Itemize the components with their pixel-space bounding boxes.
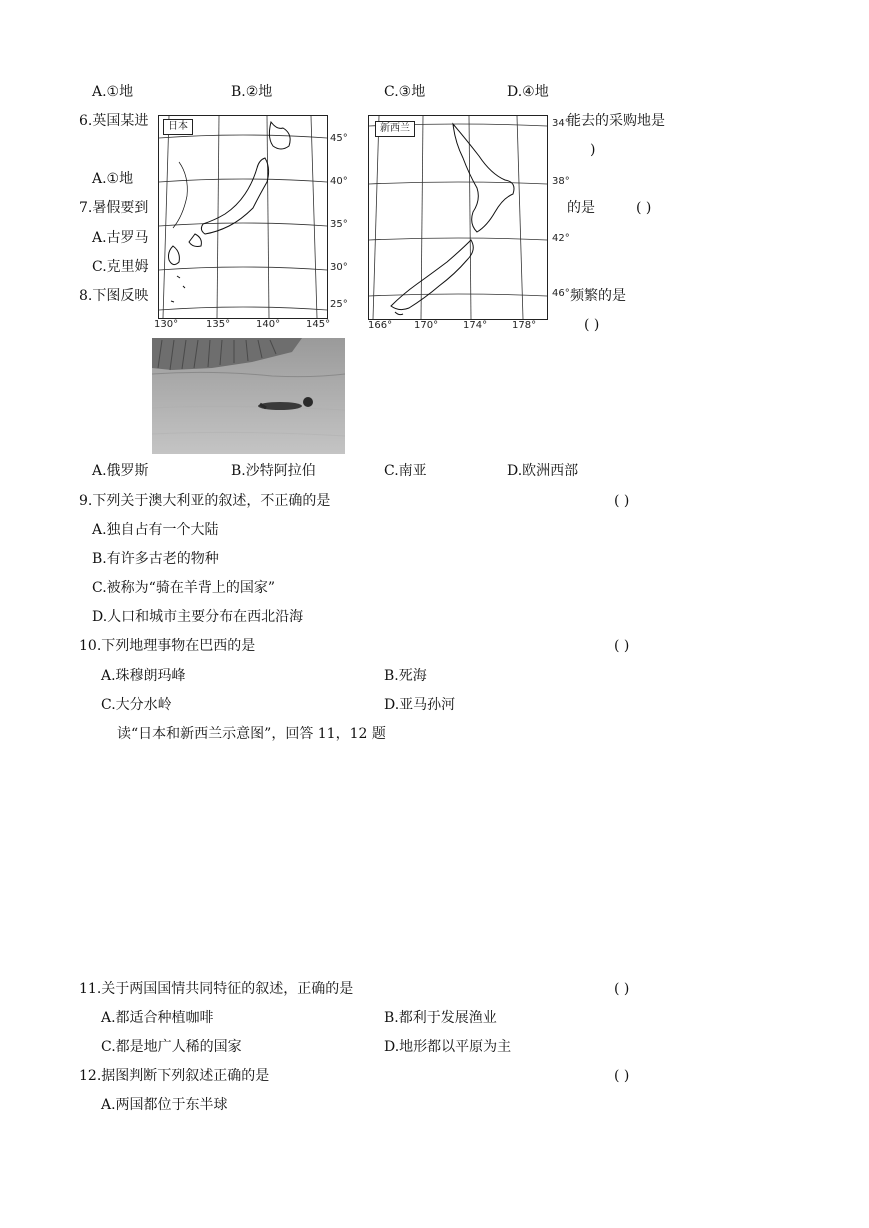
nz-lat-tick: 34° (552, 118, 570, 129)
flood-photo-graphic (152, 338, 345, 454)
q6-answer-paren: ) (590, 142, 596, 158)
read-instruction: 读“日本和新西兰示意图”，回答 11，12 题 (117, 726, 386, 742)
flood-photo (152, 338, 345, 454)
nz-lon-tick: 178° (512, 320, 537, 331)
q6-option-a: A.①地 (92, 171, 134, 187)
nz-lat-tick: 38° (552, 176, 570, 187)
japan-map-graphic (159, 116, 327, 318)
nz-lon-tick: 174° (463, 320, 488, 331)
q5-option-b: B.②地 (231, 84, 273, 100)
q9-option-b: B.有许多古老的物种 (92, 551, 219, 567)
q10-answer-paren: ( ) (614, 638, 630, 654)
japan-lon-tick: 135° (206, 319, 231, 330)
japan-lat-tick: 30° (330, 262, 348, 273)
q10-option-b: B.死海 (384, 668, 427, 684)
q9-option-c: C.被称为“骑在羊背上的国家” (92, 580, 275, 596)
q8-option-d: D.欧洲西部 (507, 463, 579, 479)
q10-option-c: C.大分水岭 (101, 697, 172, 713)
q9-stem: 9.下列关于澳大利亚的叙述，不正确的是 (79, 493, 331, 509)
q8-answer-paren: ( ) (584, 317, 600, 333)
q7-stem-start: 7.暑假要到 (79, 200, 149, 216)
q5-option-c: C.③地 (384, 84, 426, 100)
nz-lat-tick: 46° (552, 288, 570, 299)
q12-stem: 12.据图判断下列叙述正确的是 (79, 1068, 270, 1084)
q12-answer-paren: ( ) (614, 1068, 630, 1084)
nz-lon-tick: 166° (368, 320, 393, 331)
japan-lat-tick: 45° (330, 133, 348, 144)
new-zealand-map-label: 新西兰 (375, 121, 415, 137)
q8-option-b: B.沙特阿拉伯 (231, 463, 316, 479)
japan-lon-tick: 140° (256, 319, 281, 330)
q8-stem-start: 8.下图反映 (79, 288, 149, 304)
japan-map-label: 日本 (163, 119, 193, 135)
q7-stem-end: 的是 (567, 200, 595, 216)
nz-lat-tick: 42° (552, 233, 570, 244)
new-zealand-map (368, 115, 548, 320)
q8-stem-end: 频繁的是 (570, 288, 626, 304)
japan-lat-tick: 25° (330, 299, 348, 310)
q6-stem-start: 6.英国某进 (79, 113, 149, 129)
q11-option-b: B.都利于发展渔业 (384, 1010, 497, 1026)
q10-option-d: D.亚马孙河 (384, 697, 456, 713)
q8-option-a: A.俄罗斯 (92, 463, 149, 479)
japan-lat-tick: 40° (330, 176, 348, 187)
q6-stem-end: 能去的采购地是 (567, 113, 665, 129)
q7-option-c: C.克里姆 (92, 259, 149, 275)
japan-lat-tick: 35° (330, 219, 348, 230)
q7-option-a: A.古罗马 (92, 230, 149, 246)
q10-option-a: A.珠穆朗玛峰 (101, 668, 186, 684)
japan-lon-tick: 130° (154, 319, 179, 330)
japan-lon-tick: 145° (306, 319, 331, 330)
new-zealand-map-graphic (369, 116, 547, 319)
q5-option-d: D.④地 (507, 84, 549, 100)
q11-option-d: D.地形都以平原为主 (384, 1039, 512, 1055)
nz-lon-tick: 170° (414, 320, 439, 331)
q8-option-c: C.南亚 (384, 463, 427, 479)
q12-option-a: A.两国都位于东半球 (101, 1097, 228, 1113)
q11-stem: 11.关于两国国情共同特征的叙述，正确的是 (79, 981, 354, 997)
q11-option-c: C.都是地广人稀的国家 (101, 1039, 242, 1055)
q9-answer-paren: ( ) (614, 493, 630, 509)
q7-answer-paren: ( ) (636, 200, 652, 216)
q10-stem: 10.下列地理事物在巴西的是 (79, 638, 256, 654)
q11-answer-paren: ( ) (614, 981, 630, 997)
q9-option-a: A.独自占有一个大陆 (92, 522, 219, 538)
japan-map (158, 115, 328, 319)
q9-option-d: D.人口和城市主要分布在西北沿海 (92, 609, 304, 625)
q5-option-a: A.①地 (92, 84, 134, 100)
q11-option-a: A.都适合种植咖啡 (101, 1010, 214, 1026)
